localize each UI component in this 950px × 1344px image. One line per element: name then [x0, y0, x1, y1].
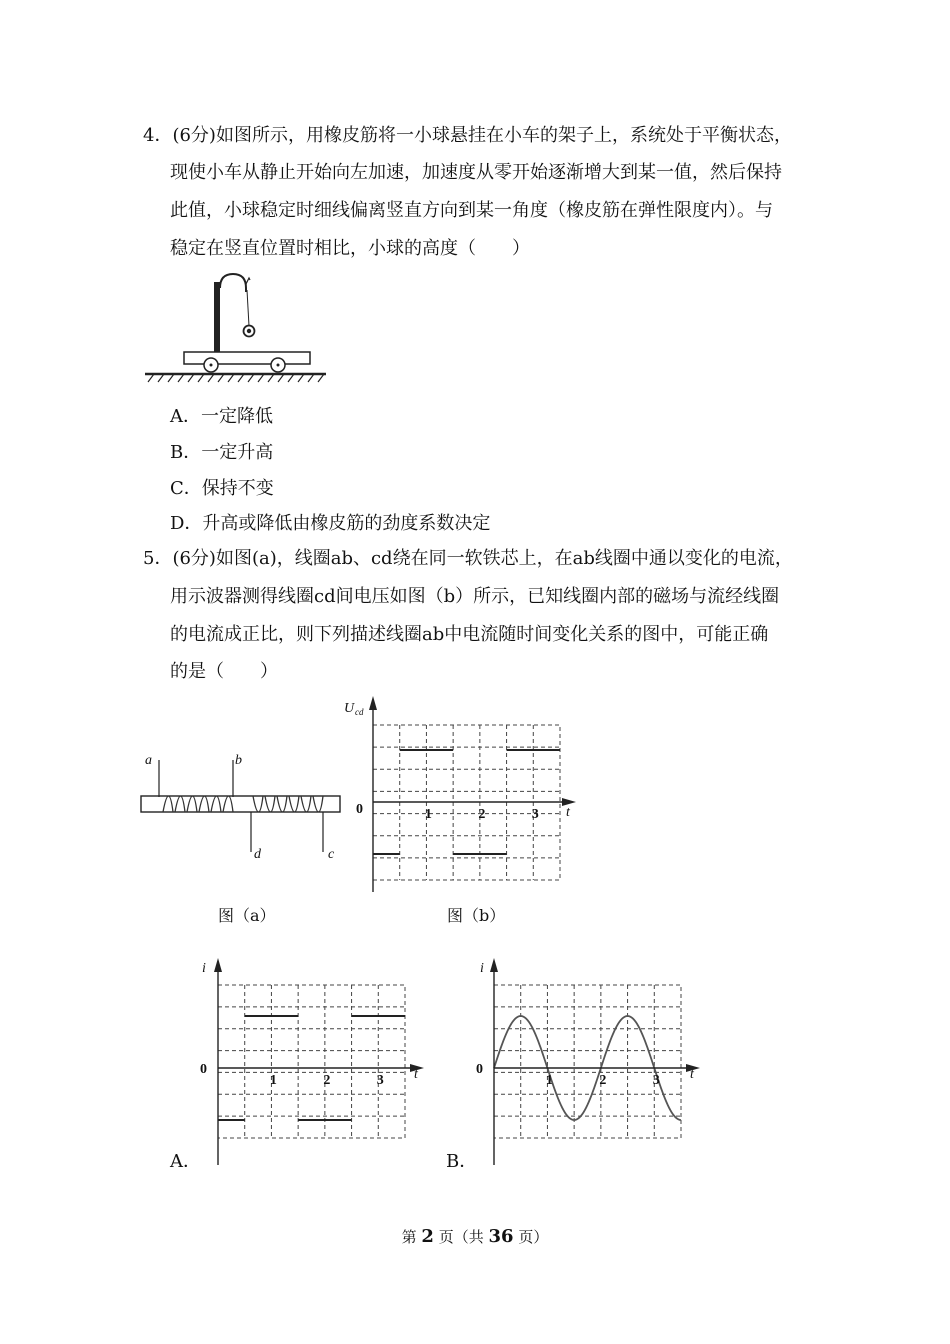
page-footer: [0, 1226, 950, 1247]
footer-mid: 页（共: [433, 1228, 489, 1246]
x-label: t: [414, 1067, 418, 1082]
q4-option-b: B．一定升高: [170, 442, 274, 463]
origin-label: 0: [356, 802, 363, 817]
q4-line-1: 4．(6分)如图所示，用橡皮筋将一小球悬挂在小车的架子上，系统处于平衡状态，: [143, 125, 792, 146]
chart-a-grid: [218, 985, 405, 1138]
option-a-label: A．: [170, 1151, 201, 1172]
x-tick-2: 2: [478, 807, 486, 822]
y-label: i: [480, 961, 484, 976]
x-tick-3: 3: [376, 1073, 384, 1088]
x-tick-2: 2: [323, 1073, 331, 1088]
label-a: a: [145, 753, 152, 768]
q4-line-2: 现使小车从静止开始向左加速，加速度从零开始逐渐增大到某一值，然后保持: [170, 162, 782, 183]
chart-option-a: [190, 950, 430, 1160]
label-b: b: [235, 753, 242, 768]
q4-line-3: 此值，小球稳定时细线偏离竖直方向到某一角度（橡皮筋在弹性限度内）。与: [170, 200, 773, 221]
x-tick-1: 1: [545, 1073, 553, 1088]
cart-figure: [140, 270, 330, 385]
y-label-sub: cd: [355, 707, 364, 717]
x-tick-3: 3: [652, 1073, 660, 1088]
x-tick-3: 3: [531, 807, 539, 822]
option-b-label: B．: [446, 1151, 478, 1172]
y-axis-arrow: [214, 958, 222, 972]
q4-line-4: 稳定在竖直位置时相比，小球的高度（ ）: [170, 238, 530, 259]
caption-fig-b: 图（b）: [447, 906, 506, 925]
q5-line-4: 的是（ ）: [170, 661, 278, 682]
q5-line-2: 用示波器测得线圈cd间电压如图（b）所示，已知线圈内部的磁场与流经线圈: [170, 586, 780, 607]
chart-option-b: [466, 950, 706, 1160]
caption-fig-a: 图（a）: [218, 906, 276, 925]
label-c: c: [328, 847, 335, 862]
y-label: U: [344, 701, 355, 716]
q4-option-d: D．升高或降低由橡皮筋的劲度系数决定: [170, 513, 491, 534]
x-label: t: [566, 805, 570, 820]
x-label: t: [690, 1067, 694, 1082]
origin-label: 0: [476, 1062, 483, 1077]
q4-option-a: A．一定降低: [170, 406, 273, 427]
q5-line-3: 的电流成正比，则下列描述线圈ab中电流随时间变化关系的图中，可能正确: [170, 624, 769, 645]
x-tick-1: 1: [424, 807, 432, 822]
footer-prefix: 第: [401, 1228, 422, 1246]
cart-body: [184, 352, 310, 364]
chart-ucd: [340, 692, 580, 902]
x-tick-2: 2: [599, 1073, 607, 1088]
footer-suffix: 页）: [513, 1228, 549, 1246]
q5-line-1: 5．(6分)如图(a)，线圈ab、cd绕在同一软铁芯上，在ab线圈中通以变化的电流，: [143, 548, 793, 569]
footer-page-number: 2: [421, 1226, 434, 1247]
q4-option-c: C．保持不变: [170, 478, 274, 499]
y-axis-arrow: [369, 696, 377, 710]
coil-figure: [135, 740, 350, 865]
hook: [220, 274, 246, 292]
footer-page-total: 36: [488, 1226, 514, 1247]
label-d: d: [254, 847, 261, 862]
x-tick-1: 1: [269, 1073, 277, 1088]
grid-frame: [218, 985, 405, 1138]
frame-post: [214, 282, 220, 352]
y-label: i: [202, 961, 206, 976]
rubber-band: [247, 290, 249, 326]
origin-label: 0: [200, 1062, 207, 1077]
y-axis-arrow: [490, 958, 498, 972]
